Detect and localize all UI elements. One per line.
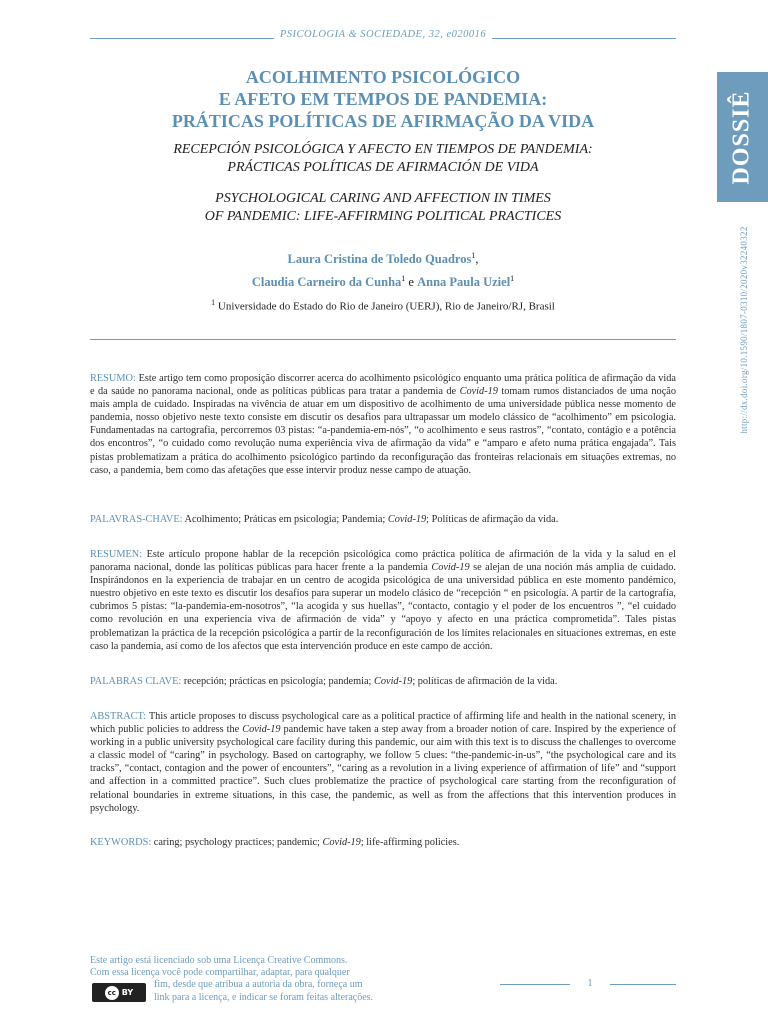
author-name[interactable]: Claudia Carneiro da Cunha (251, 275, 402, 290)
page-number: 1 (587, 977, 593, 989)
abstract-label: ABSTRACT: (90, 711, 147, 722)
resumo-label: RESUMO: (90, 373, 136, 384)
divider (90, 339, 676, 340)
title-block (90, 66, 676, 226)
license-notice: Este artigo está licenciado sob uma Licença Creative Commons. Com essa licença você pode compartilhar, adaptar, para qualquer fim, desde que atribua a autoria da obra, forneça um link para a licença, e indicar se foram feitas alterações. (90, 955, 374, 1003)
creative-commons-icon[interactable]: cc BY (92, 983, 146, 1002)
resumen-paragraph: RESUMEN: Este artículo propone hablar de la recepción psicológica como práctica política de afirmación de la vida y la salud en el panorama nacional, donde las políticas públicas para hacer frente a la pandemia Covid-19 se alejan de una noción más amplia de cuidado. Inspirándonos en la experiencia de trabajar en un centro de acogida psicológica de una universidad pública en este momento pandémico, nuestro objetivo en este texto es discutir los desafíos para superar un modelo clásico de “recepción “ en psicología. A partir de la cartografía, cubrimos 5 pistas: “la-pandemia-em-nosotros”, “la acogida y sus huellas”, “contacto, contagio y el poder de los encuentros ”, “el cuidado como revolución en una experiencia viva de afirmación de vida” y “apoyo y afecto en una práctica comprometida”. Tales pistas problematizan la práctica de la recepción psicológica a partir de la reconfiguración de los límites relacionales en situaciones extremas, en este caso la pandemia, así como de los afectos que esta intervención produce en este campo de acción. (90, 549, 676, 652)
section-tab-label: DOSSIÊ (729, 89, 756, 185)
title-portuguese: ACOLHIMENTO PSICOLÓGICO E AFETO EM TEMPOS DE PANDEMIA: PRÁTICAS POLÍTICAS DE AFIRMAÇÃO DA VIDA (171, 67, 595, 131)
resumen-label: RESUMEN: (90, 549, 143, 560)
footer-rule-left (500, 984, 570, 985)
title-spanish: RECEPCIÓN PSICOLÓGICA Y AFECTO EN TIEMPOS DE PANDEMIA: PRÁCTICAS POLÍTICAS DE AFIRMACIÓN DE VIDA (173, 142, 593, 175)
resumo-keywords: PALAVRAS-CHAVE: Acolhimento; Práticas em psicologia; Pandemia; Covid-19; Políticas de afirmação da vida. (90, 514, 559, 525)
abstract-keywords: KEYWORDS: caring; psychology practices; pandemic; Covid-19; life-affirming policies. (90, 837, 460, 848)
author-name[interactable]: Laura Cristina de Toledo Quadros (287, 252, 472, 267)
affiliation: $^1$ Universidade do Estado do Rio de Janeiro (UERJ), Rio de Janeiro/RJ, Brasil (211, 298, 555, 313)
doi-link[interactable]: http://dx.doi.org/10.1590/1807-0310/2020v32240322 (739, 226, 749, 434)
abstract-paragraph: ABSTRACT: This article proposes to discuss psychological care as a political practice of affirming life and health in the national scenery, in which public policies to address the Covid-19 pandemic have taken a step away from a broader notion of care. Inspired by the experience of working in a public university psychological care facility during this pandemic, our aim with this text is to discuss the challenges to overcome a classic model of “caring” in psychology. Based on cartography, we follow 5 clues: “the-pandemic-in-us”, “the psychological care and its tracks”, “contact, contagion and the power of encounters”, “caring as a revolution in a living experience of affirmation of life” and “support and affection in a committed practice”. Such clues problematize the practice of psychological care starting from the reconfiguration of relational boundaries in extreme situations, in this case, the pandemic, as well as from the affections that this intervention produces in psychology. (90, 711, 677, 814)
title-english: PSYCHOLOGICAL CARING AND AFFECTION IN TIMES OF PANDEMIC: LIFE-AFFIRMING POLITICAL PRACTICES (204, 191, 562, 224)
resumen-keywords: PALABRAS CLAVE: recepción; prácticas en psicología; pandemia; Covid-19; políticas de afirmación de la vida. (90, 676, 558, 687)
author-list: Laura Cristina de Toledo Quadros$^1$, Claudia Carneiro da Cunha$^1$ e Anna Paula Uziel$^1$ (251, 251, 515, 290)
resumo-paragraph: RESUMO: Este artigo tem como proposição discorrer acerca do acolhimento psicológico enquanto uma prática política de afirmação da vida e da saúde no panorama nacional, onde as políticas públicas para tratar a pandemia de Covid-19 tomam rumos distanciados de uma noção mais ampla de cuidado. Inspiradas na vivência de atuar em um dispositivo de acolhimento de uma universidade pública nesse momento de pandemia, nosso objetivo neste texto consiste em discutir os desafios para ultrapassar um modelo clássico de “acolhimento” em psicologia. Fundamentadas na cartografia, percorremos 03 pistas: “a-pandemia-em-nós”, “o acolhimento e seus rastros”, “contato, contágio e a potência dos encontros”, “o cuidado como revolução numa experiência viva de afirmação da vida” e “amparo e afeto numa prática engajada”. Tais pistas problematizam a prática do acolhimento psicológico partindo da reconfiguração das fronteiras relacionais em situações extremas, no caso, a pandemia, bem como das afetações que esse intervir produz nesse campo de atuação. (90, 373, 676, 476)
footer-rule-right (610, 984, 676, 985)
section-tab (717, 72, 768, 202)
journal-citation: PSICOLOGIA & SOCIEDADE, 32, e020016 (90, 29, 676, 40)
author-name[interactable]: Anna Paula Uziel (417, 275, 511, 290)
